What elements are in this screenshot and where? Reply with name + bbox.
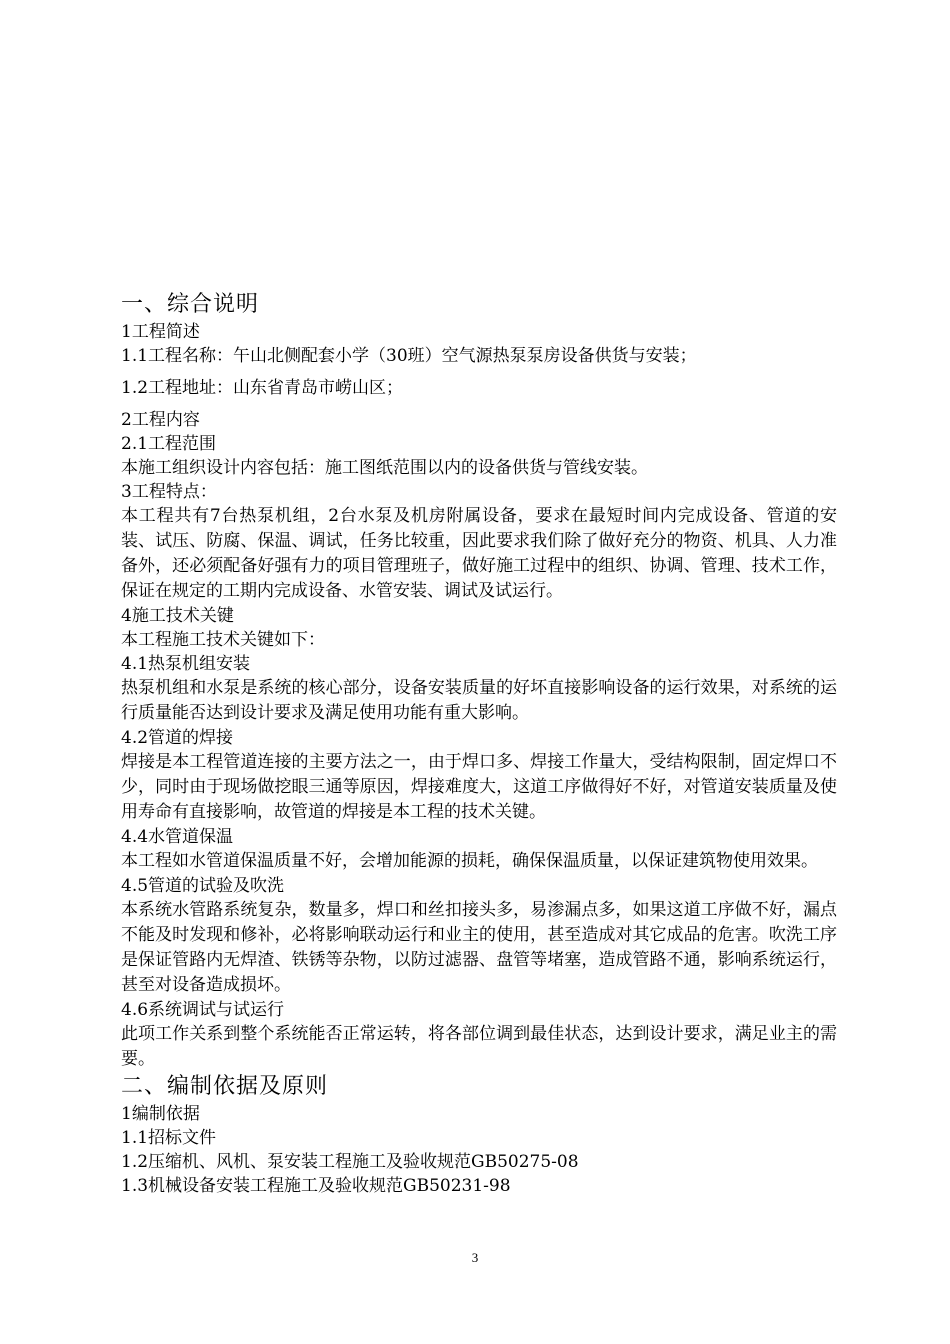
- subsection-heading: 1工程简述: [121, 322, 200, 342]
- subsection-heading: 1编制依据: [121, 1104, 200, 1124]
- text-line: 1.2压缩机、风机、泵安装工程施工及验收规范GB50275-08: [121, 1152, 579, 1172]
- text-line: 本施工组织设计内容包括：施工图纸范围以内的设备供货与管线安装。: [121, 458, 648, 478]
- subsection-heading: 2.1工程范围: [121, 434, 217, 454]
- text-line: 1.1招标文件: [121, 1128, 217, 1148]
- section-heading: 二、编制依据及原则: [121, 1074, 329, 1099]
- subsection-heading: 4.1热泵机组安装: [121, 654, 251, 674]
- text-line: 本工程施工技术关键如下：: [121, 630, 325, 650]
- page-number: 3: [471, 1250, 479, 1265]
- subsection-heading: 3工程特点：: [121, 482, 217, 502]
- paragraph: 此项工作关系到整个系统能否正常运转，将各部位调到最佳状态，达到设计要求，满足业主的需要。: [121, 1024, 837, 1069]
- subsection-heading: 4.6系统调试与试运行: [121, 1000, 285, 1020]
- paragraph: 热泵机组和水泵是系统的核心部分，设备安装质量的好坏直接影响设备的运行效果，对系统的运行质量能否达到设计要求及满足使用功能有重大影响。: [121, 678, 837, 723]
- subsection-heading: 4施工技术关键: [121, 606, 234, 626]
- subsection-heading: 4.4水管道保温: [121, 827, 234, 847]
- paragraph: 本工程如水管道保温质量不好，会增加能源的损耗，确保保温质量，以保证建筑物使用效果。: [121, 851, 818, 871]
- page-content: [121, 290, 837, 1198]
- subsection-heading: 2工程内容: [121, 410, 200, 430]
- paragraph: 本工程共有7台热泵机组，2台水泵及机房附属设备，要求在最短时间内完成设备、管道的安装、试压、防腐、保温、调试，任务比较重，因此要求我们除了做好充分的物资、机具、人力准备外，还必须配备好强有力的项目管理班子，做好施工过程中的组织、协调、管理、技术工作，保证在规定的工期内完成设备、水管安装、调试及试运行。: [121, 506, 837, 601]
- paragraph: 焊接是本工程管道连接的主要方法之一，由于焊口多、焊接工作量大，受结构限制，固定焊口不少，同时由于现场做挖眼三通等原因，焊接难度大，这道工序做得好不好，对管道安装质量及使用寿命有直接影响，故管道的焊接是本工程的技术关键。: [121, 752, 837, 822]
- text-line: 1.2工程地址：山东省青岛市崂山区；: [121, 378, 404, 398]
- text-line: 1.1工程名称：午山北侧配套小学（30班）空气源热泵泵房设备供货与安装；: [121, 346, 697, 366]
- subsection-heading: 4.5管道的试验及吹洗: [121, 876, 285, 896]
- paragraph: 本系统水管路系统复杂，数量多，焊口和丝扣接头多，易渗漏点多，如果这道工序做不好，漏点不能及时发现和修补，必将影响联动运行和业主的使用，甚至造成对其它成品的危害。吹洗工序是保证管路内无焊渣、铁锈等杂物，以防过滤器、盘管等堵塞，造成管路不通，影响系统运行，甚至对设备造成损坏。: [121, 900, 837, 995]
- text-line: 1.3机械设备安装工程施工及验收规范GB50231-98: [121, 1176, 511, 1196]
- subsection-heading: 4.2管道的焊接: [121, 728, 234, 748]
- section-heading: 一、综合说明: [121, 292, 260, 317]
